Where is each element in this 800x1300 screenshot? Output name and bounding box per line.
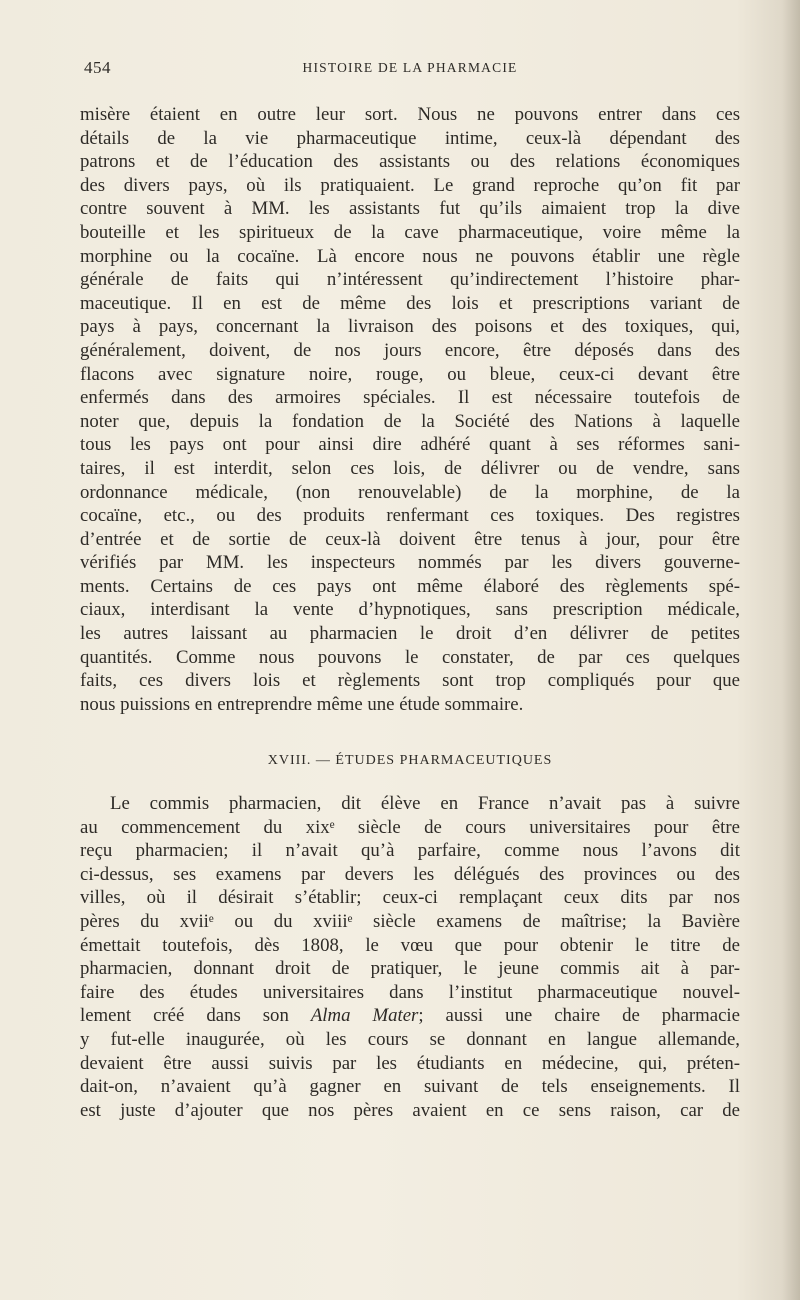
text-line: pays à pays, concernant la livraison des poisons et des toxiques, qui, xyxy=(80,316,740,338)
page-edge-shadow xyxy=(782,0,800,1300)
text-line: dait-on, n’avaient qu’à gagner en suivant de tels enseignements. Il xyxy=(80,1076,740,1098)
section-heading: XVIII. — ÉTUDES PHARMACEUTIQUES xyxy=(267,753,553,768)
text-line: générale de faits qui n’intéressent qu’indirectement l’histoire phar- xyxy=(80,269,740,291)
text-line: quantités. Comme nous pouvons le constater, de par ces quelques xyxy=(80,646,740,668)
text-line: y fut-elle inaugurée, où les cours se donnant en langue allemande, xyxy=(80,1028,740,1050)
text-line: morphine ou la cocaïne. Là encore nous ne pouvons établir une règle xyxy=(80,245,740,267)
text-line: généralement, doivent, de nos jours encore, être déposés dans des xyxy=(80,339,740,361)
text-line: flacons avec signature noire, rouge, ou bleue, ceux-ci devant être xyxy=(80,363,740,385)
text-line: est juste d’ajouter que nos pères avaient en ce sens raison, car de xyxy=(80,1099,740,1121)
page-number: 454 xyxy=(84,58,111,77)
text-line: d’entrée et de sortie de ceux-là doivent être tenus à jour, pour être xyxy=(80,528,740,550)
running-title: HISTOIRE DE LA PHARMACIE xyxy=(302,60,518,75)
text-line: émettait toutefois, dès 1808, le vœu que pour obtenir le titre de xyxy=(80,934,740,956)
text-line: les autres laissant au pharmacien le droit d’en délivrer de petites xyxy=(80,623,740,645)
text-line: taires, il est interdit, selon ces lois, de délivrer ou de vendre, sans xyxy=(80,457,740,479)
text-line: faits, ces divers lois et règlements sont trop compliqués pour que xyxy=(80,670,740,692)
text-line: ciaux, interdisant la vente d’hypnotiques, sans prescription médicale, xyxy=(80,599,740,621)
text-line: au commencement du xixᵉ siècle de cours universitaires pour être xyxy=(80,816,740,838)
text-segment: ; aussi une chaire de pharmacie xyxy=(418,1005,740,1027)
text-line: noter que, depuis la fondation de la Société des Nations à laquelle xyxy=(80,410,740,432)
text-line: vérifiés par MM. les inspecteurs nommés par les divers gouverne- xyxy=(80,552,740,574)
text-line: bouteille et les spiritueux de la cave pharmaceutique, voire même la xyxy=(80,221,740,243)
text-line: maceutique. Il en est de même des lois et prescriptions variant de xyxy=(80,292,740,314)
paragraph-2 xyxy=(80,792,740,1122)
text-line: tous les pays ont pour ainsi dire adhéré quant à ses réformes sani- xyxy=(80,434,740,456)
text-line: détails de la vie pharmaceutique intime, ceux-là dépendant des xyxy=(80,127,740,149)
text-line: ments. Certains de ces pays ont même élaboré des règlements spé- xyxy=(80,575,740,597)
text-line: ci-dessus, ses examens par devers les délégués des provinces ou des xyxy=(80,863,740,885)
text-segment: lement créé dans son xyxy=(80,1005,311,1027)
text-line: des divers pays, où ils pratiquaient. Le grand reproche qu’on fit par xyxy=(80,174,740,196)
text-line: nous puissions en entreprendre même une étude sommaire. xyxy=(80,693,524,715)
text-line: Le commis pharmacien, dit élève en France n’avait pas à suivre xyxy=(110,793,740,814)
text-line: contre souvent à MM. les assistants fut qu’ils aimaient trop la dive xyxy=(80,198,740,220)
text-line: devaient être aussi suivis par les étudiants en médecine, qui, préten- xyxy=(80,1052,740,1074)
text-line: pères du xviiᵉ ou du xviiiᵉ siècle examens de maîtrise; la Bavière xyxy=(80,910,740,932)
text-line: misère étaient en outre leur sort. Nous ne pouvons entrer dans ces xyxy=(80,104,740,125)
text-line: patrons et de l’éducation des assistants ou des relations économiques xyxy=(80,151,740,173)
text-line xyxy=(80,1004,740,1028)
text-line: villes, où il désirait s’établir; ceux-ci remplaçant ceux dits par nos xyxy=(80,887,740,909)
text-line: cocaïne, etc., ou des produits renfermant ces toxiques. Des registres xyxy=(80,505,740,527)
text-line: pharmacien, donnant droit de pratiquer, le jeune commis ait à par- xyxy=(80,958,740,980)
text-line: enfermés dans des armoires spéciales. Il est nécessaire toutefois de xyxy=(80,387,740,409)
text-line: faire des études universitaires dans l’institut pharmaceutique nouvel- xyxy=(80,981,740,1003)
italic-title: Alma Mater xyxy=(310,1005,419,1027)
text-line: reçu pharmacien; il n’avait qu’à parfaire, comme nous l’avons dit xyxy=(80,840,740,862)
text-line: ordonnance médicale, (non renouvelable) de la morphine, de la xyxy=(80,481,740,503)
paragraph-1 xyxy=(80,103,740,716)
running-header xyxy=(80,58,740,82)
